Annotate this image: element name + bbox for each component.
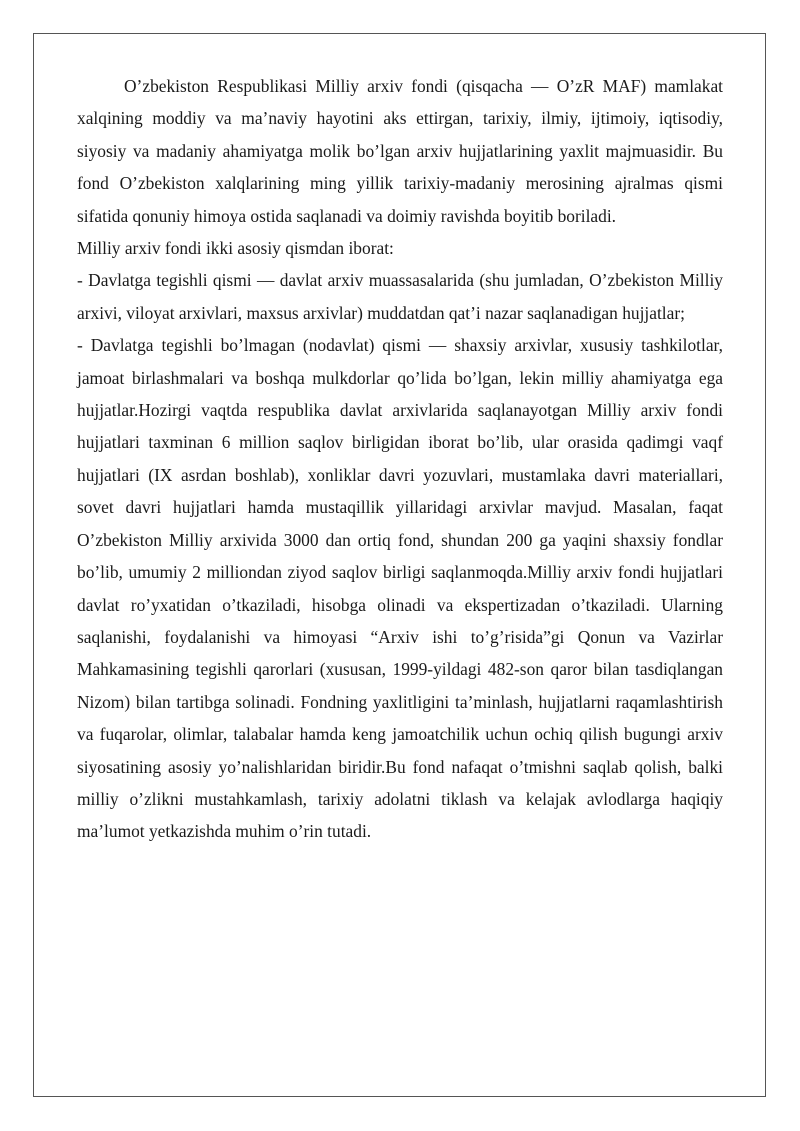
state-part-list-item: - Davlatga tegishli qismi — davlat arxiv muassasalarida (shu jumladan, O’zbekiston Milliy arxivi, viloyat arxivlari, maxsus arxivlar) muddatdan qat’i nazar saqlanadigan hujjatlar; <box>77 270 723 323</box>
non-state-part-list-item: - Davlatga tegishli bo’lmagan (nodavlat) qismi — shaxsiy arxivlar, xususiy tashkilotlar, jamoat birlashmalari va boshqa mulkdorlar qo’lida bo’lgan, lekin milliy ahamiyatga ega hujjatlar.Hozirgi vaqtda respublika davlat arxivlarida saqlanayotgan Milliy arxiv fondi hujjatlari taxminan 6 million saqlov birligidan iborat bo’lib, ular orasida qadimgi vaqf hujjatlari (IX asrdan boshlab), xonliklar davri yozuvlari, mustamlaka davri materiallari, sovet davri hujjatlari hamda mustaqillik yillaridagi arxivlar mavjud. Masalan, faqat O’zbekiston Milliy arxivida 3000 dan ortiq fond, shundan 200 ga yaqini shaxsiy fondlar bo’lib, umumiy 2 milliondan ziyod saqlov birligi saqlanmoqda.Milliy arxiv fondi hujjatlari davlat ro’yxatidan o’tkaziladi, hisobga olinadi va ekspertizadan o’tkaziladi. Ularning saqlanishi, foydalanishi va himoyasi “Arxiv ishi to’g’risida”gi Qonun va Vazirlar Mahkamasining tegishli qarorlari (xususan, 1999-yildagi 482-son qaror bilan tasdiqlangan Nizom) bilan tartibga solinadi. Fondning yaxlitligini ta’minlash, hujjatlarni raqamlashtirish va fuqarolar, olimlar, talabalar hamda keng jamoatchilik uchun ochiq qilish bugungi arxiv siyosatining asosiy yo’nalishlaridan biridir.Bu fond nafaqat o’tmishni saqlab qolish, balki milliy o’zlikni mustahkamlash, tarixiy adolatni tiklash va kelajak avlodlarga haqiqiy ma’lumot yetkazishda muhim o’rin tutadi. <box>77 335 723 842</box>
composition-heading-paragraph: Milliy arxiv fondi ikki asosiy qismdan iborat: <box>77 238 394 259</box>
document-body <box>77 70 723 848</box>
intro-paragraph: O’zbekiston Respublikasi Milliy arxiv fondi (qisqacha — O’zR MAF) mamlakat xalqining moddiy va ma’naviy hayotini aks ettirgan, tarixiy, ilmiy, ijtimoiy, iqtisodiy, siyosiy va madaniy ahamiyatga molik bo’lgan arxiv hujjatlarining yaxlit majmuasidir. Bu fond O’zbekiston xalqlarining ming yillik tarixiy-madaniy merosining ajralmas qismi sifatida qonuniy himoya ostida saqlanadi va doimiy ravishda boyitib boriladi. <box>77 76 723 226</box>
